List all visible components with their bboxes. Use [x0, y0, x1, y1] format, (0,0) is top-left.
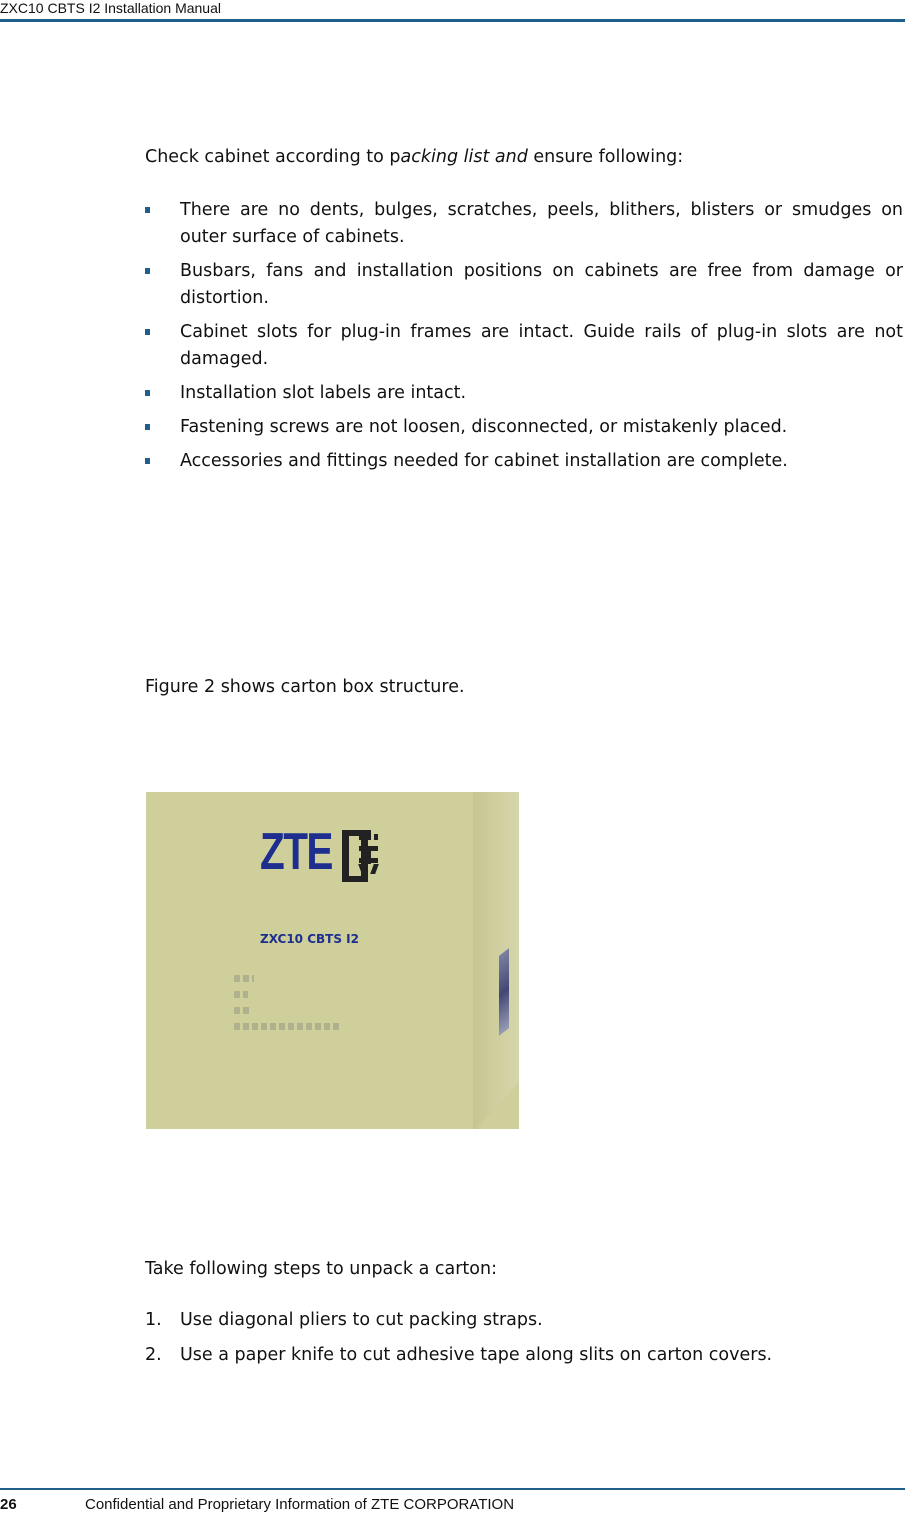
zte-logo: ZTE	[260, 823, 332, 881]
checklist-item	[145, 380, 903, 407]
footer-rule	[0, 1488, 905, 1490]
unpack-steps-list	[145, 1307, 772, 1377]
checklist-item-text: There are no dents, bulges, scratches, peels, blithers, blisters or smudges on outer surface of cabinets.	[180, 200, 903, 247]
step-text: Use a paper knife to cut adhesive tape along slits on carton covers.	[180, 1345, 773, 1365]
checklist-item-text: Busbars, fans and installation positions on cabinets are free from damage or distortion.	[180, 261, 903, 308]
steps-intro-paragraph: Take following steps to unpack a carton:	[145, 1259, 497, 1279]
checklist-item	[145, 319, 903, 373]
intro-text-italic: acking list and	[400, 147, 528, 167]
step-number: 1.	[145, 1310, 162, 1330]
step-item	[145, 1307, 772, 1334]
checklist-item	[145, 197, 903, 251]
running-header-title: ZXC10 CBTS I2 Installation Manual	[0, 0, 221, 16]
step-text: Use diagonal pliers to cut packing straps.	[180, 1310, 543, 1330]
bullet-square-icon	[145, 390, 150, 396]
figure-intro-paragraph: Figure 2 shows carton box structure.	[145, 677, 465, 697]
bullet-square-icon	[145, 207, 150, 213]
carton-side-panel	[473, 792, 519, 1129]
page-number: 26	[0, 1496, 17, 1513]
carton-small-print	[234, 975, 339, 1039]
step-number: 2.	[145, 1345, 162, 1365]
checklist-item	[145, 258, 903, 312]
carton-side-marking	[499, 948, 509, 1036]
checklist-item-text: Fastening screws are not loosen, disconnected, or mistakenly placed.	[180, 417, 788, 437]
step-item	[145, 1342, 772, 1369]
intro-paragraph	[145, 147, 683, 167]
bullet-square-icon	[145, 458, 150, 464]
carton-product-label: ZXC10 CBTS I2	[260, 932, 359, 946]
bullet-square-icon	[145, 268, 150, 274]
checklist-item-text: Cabinet slots for plug-in frames are intact. Guide rails of plug-in slots are not damaged.	[180, 322, 903, 369]
checklist	[145, 197, 903, 482]
checklist-item-text: Installation slot labels are intact.	[180, 383, 467, 403]
checklist-item	[145, 448, 903, 475]
zte-chinese-logo-char-2	[359, 830, 377, 876]
checklist-item	[145, 414, 903, 441]
intro-text-start: Check cabinet according to p	[145, 147, 401, 167]
checklist-item-text: Accessories and fittings needed for cabinet installation are complete.	[180, 451, 788, 471]
header-rule	[0, 19, 905, 22]
carton-box-figure	[146, 792, 519, 1129]
bullet-square-icon	[145, 329, 150, 335]
bullet-square-icon	[145, 424, 150, 430]
intro-text-end: ensure following:	[527, 147, 684, 167]
footer-confidentiality-notice: Confidential and Proprietary Information of ZTE CORPORATION	[85, 1496, 515, 1513]
